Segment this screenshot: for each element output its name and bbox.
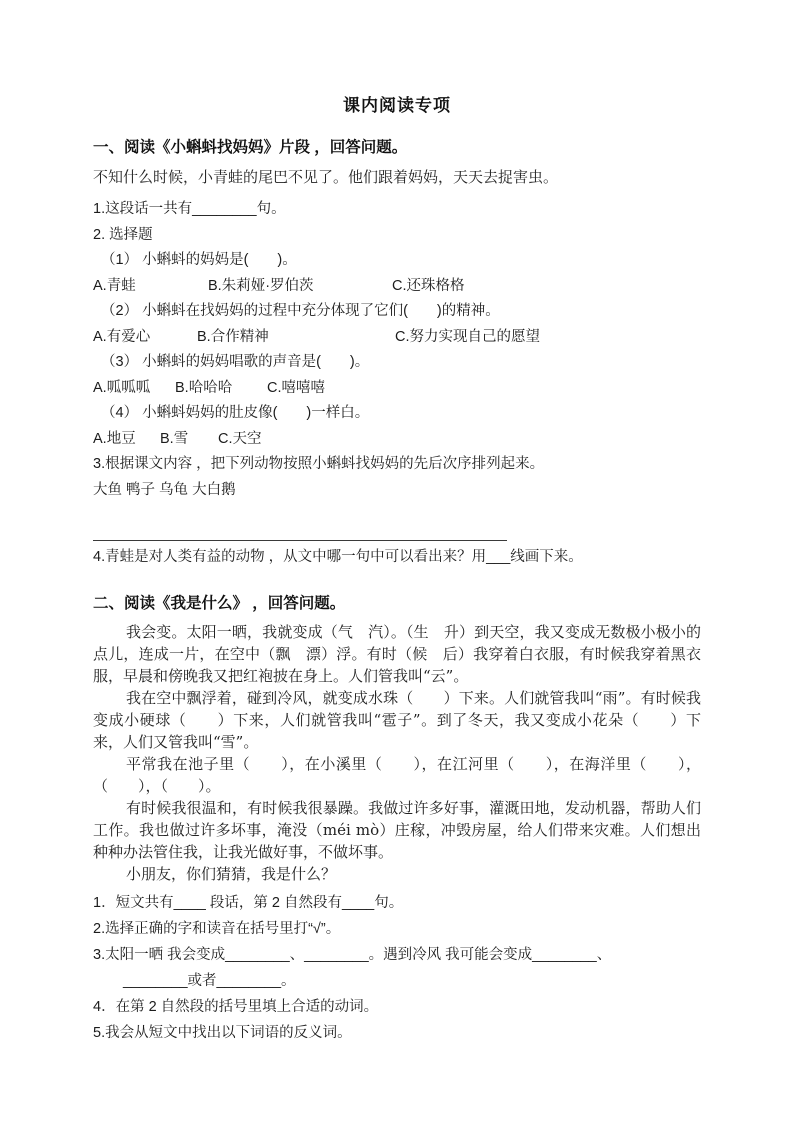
choice-4-option-c: C.天空: [218, 430, 262, 447]
s2-question-4: 4．在第 2 自然段的括号里填上合适的动词。: [93, 998, 379, 1015]
passage-paragraph-4: 有时候我很温和，有时候我很暴躁。我做过许多好事，灌溉田地，发动机器，帮助人们工作。我也做过许多坏事，淹没（méi mò）庄稼，冲毁房屋，给人们带来灾难。人们想出种种办法管住我，让我光做好事，不做坏事。: [93, 798, 701, 861]
choice-4-options: [93, 427, 701, 453]
choice-4-stem: （4） 小蝌蚪妈妈的肚皮像( )一样白。: [101, 405, 370, 421]
choice-1-stem: （1） 小蝌蚪的妈妈是( )。: [101, 252, 297, 268]
s2-question-2: 2.选择正确的字和读音在括号里打“√”。: [93, 920, 341, 937]
choice-3-option-c: C.嘻嘻嘻: [267, 379, 325, 396]
passage-paragraph-3: 平常我在池子里（ ），在小溪里（ ），在江河里（ ），在海洋里（ ），（ ），（ ）。: [93, 754, 701, 795]
choice-2-option-b: B.合作精神: [197, 328, 269, 345]
choice-1-option-a: A.青蛙: [93, 277, 136, 294]
section-one-heading: 一、阅读《小蝌蚪找妈妈》片段 ，回答问题。: [93, 139, 408, 156]
choice-2-stem: （2） 小蝌蚪在找妈妈的过程中充分体现了它们( )的精神。: [101, 303, 500, 319]
answer-blank-line: [93, 540, 507, 541]
question-3-animal-list: 大鱼 鸭子 乌龟 大白鹅: [93, 481, 236, 498]
choice-2-option-a: A.有爱心: [93, 328, 151, 345]
choice-3-option-b: B.哈哈哈: [175, 379, 233, 396]
choice-1-option-b: B.朱莉娅·罗伯茨: [208, 277, 314, 294]
passage-paragraph-5: 小朋友，你们猜猜，我是什么？: [126, 864, 337, 883]
choice-1-options: [93, 274, 701, 300]
section-two-heading: 二、阅读《我是什么》 ，回答问题。: [93, 594, 346, 612]
section-one-passage: 不知什么时候，小青蛙的尾巴不见了。他们跟着妈妈，天天去捉害虫。: [93, 168, 559, 186]
choice-4-option-b: B.雪: [160, 430, 189, 447]
section-two-passage: [93, 621, 701, 885]
question-4: 4.青蛙是对人类有益的动物 ，从文中哪一句中可以看出来？用___线画下来。: [93, 549, 583, 565]
question-2: 2. 选择题: [93, 226, 153, 243]
section-two-questions: [93, 890, 701, 1046]
s2-question-5: 5.我会从短文中找出以下词语的反义词。: [93, 1024, 352, 1041]
section-one-questions: [93, 197, 701, 571]
passage-paragraph-1: 我会变。太阳一晒，我就变成（气 汽）。（生 升）到天空，我又变成无数极小极小的点儿，连成一片，在空中（飘 漂）浮。有时（候 后）我穿着白衣服，有时候我穿着黑衣服，早晨和傍晚我又把红袍披在身上。人们管我叫“云”。: [93, 622, 701, 685]
choice-1-option-c: C.还珠格格: [392, 277, 465, 294]
question-3: 3.根据课文内容 ，把下列动物按照小蝌蚪找妈妈的先后次序排列起来。: [93, 456, 545, 472]
s2-question-1: 1．短文共有____ 段话，第 2 自然段有____句。: [93, 894, 404, 911]
choice-2-options: [93, 325, 701, 351]
passage-paragraph-2: 我在空中飘浮着，碰到冷风，就变成水珠（ ）下来。人们就管我叫“雨”。有时候我变成小硬球（ ）下来，人们就管我叫“雹子”。到了冬天，我又变成小花朵（ ）下来，人们又管我叫“雪”。: [93, 688, 701, 751]
s2-question-3: 3.太阳一晒 我会变成________、________。遇到冷风 我可能会变成________、: [93, 946, 612, 963]
choice-2-option-c: C.努力实现自己的愿望: [395, 328, 540, 345]
choice-4-option-a: A.地豆: [93, 430, 136, 447]
section-two: [93, 593, 701, 1046]
choice-3-option-a: A.呱呱呱: [93, 379, 151, 396]
s2-question-3-continued: ________或者________。: [123, 972, 296, 989]
choice-3-options: [93, 376, 701, 402]
choice-3-stem: （3） 小蝌蚪的妈妈唱歌的声音是( )。: [101, 354, 370, 370]
question-1: 1.这段话一共有________句。: [93, 201, 286, 217]
page-title: 课内阅读专项: [343, 96, 451, 115]
section-one: [93, 137, 701, 571]
